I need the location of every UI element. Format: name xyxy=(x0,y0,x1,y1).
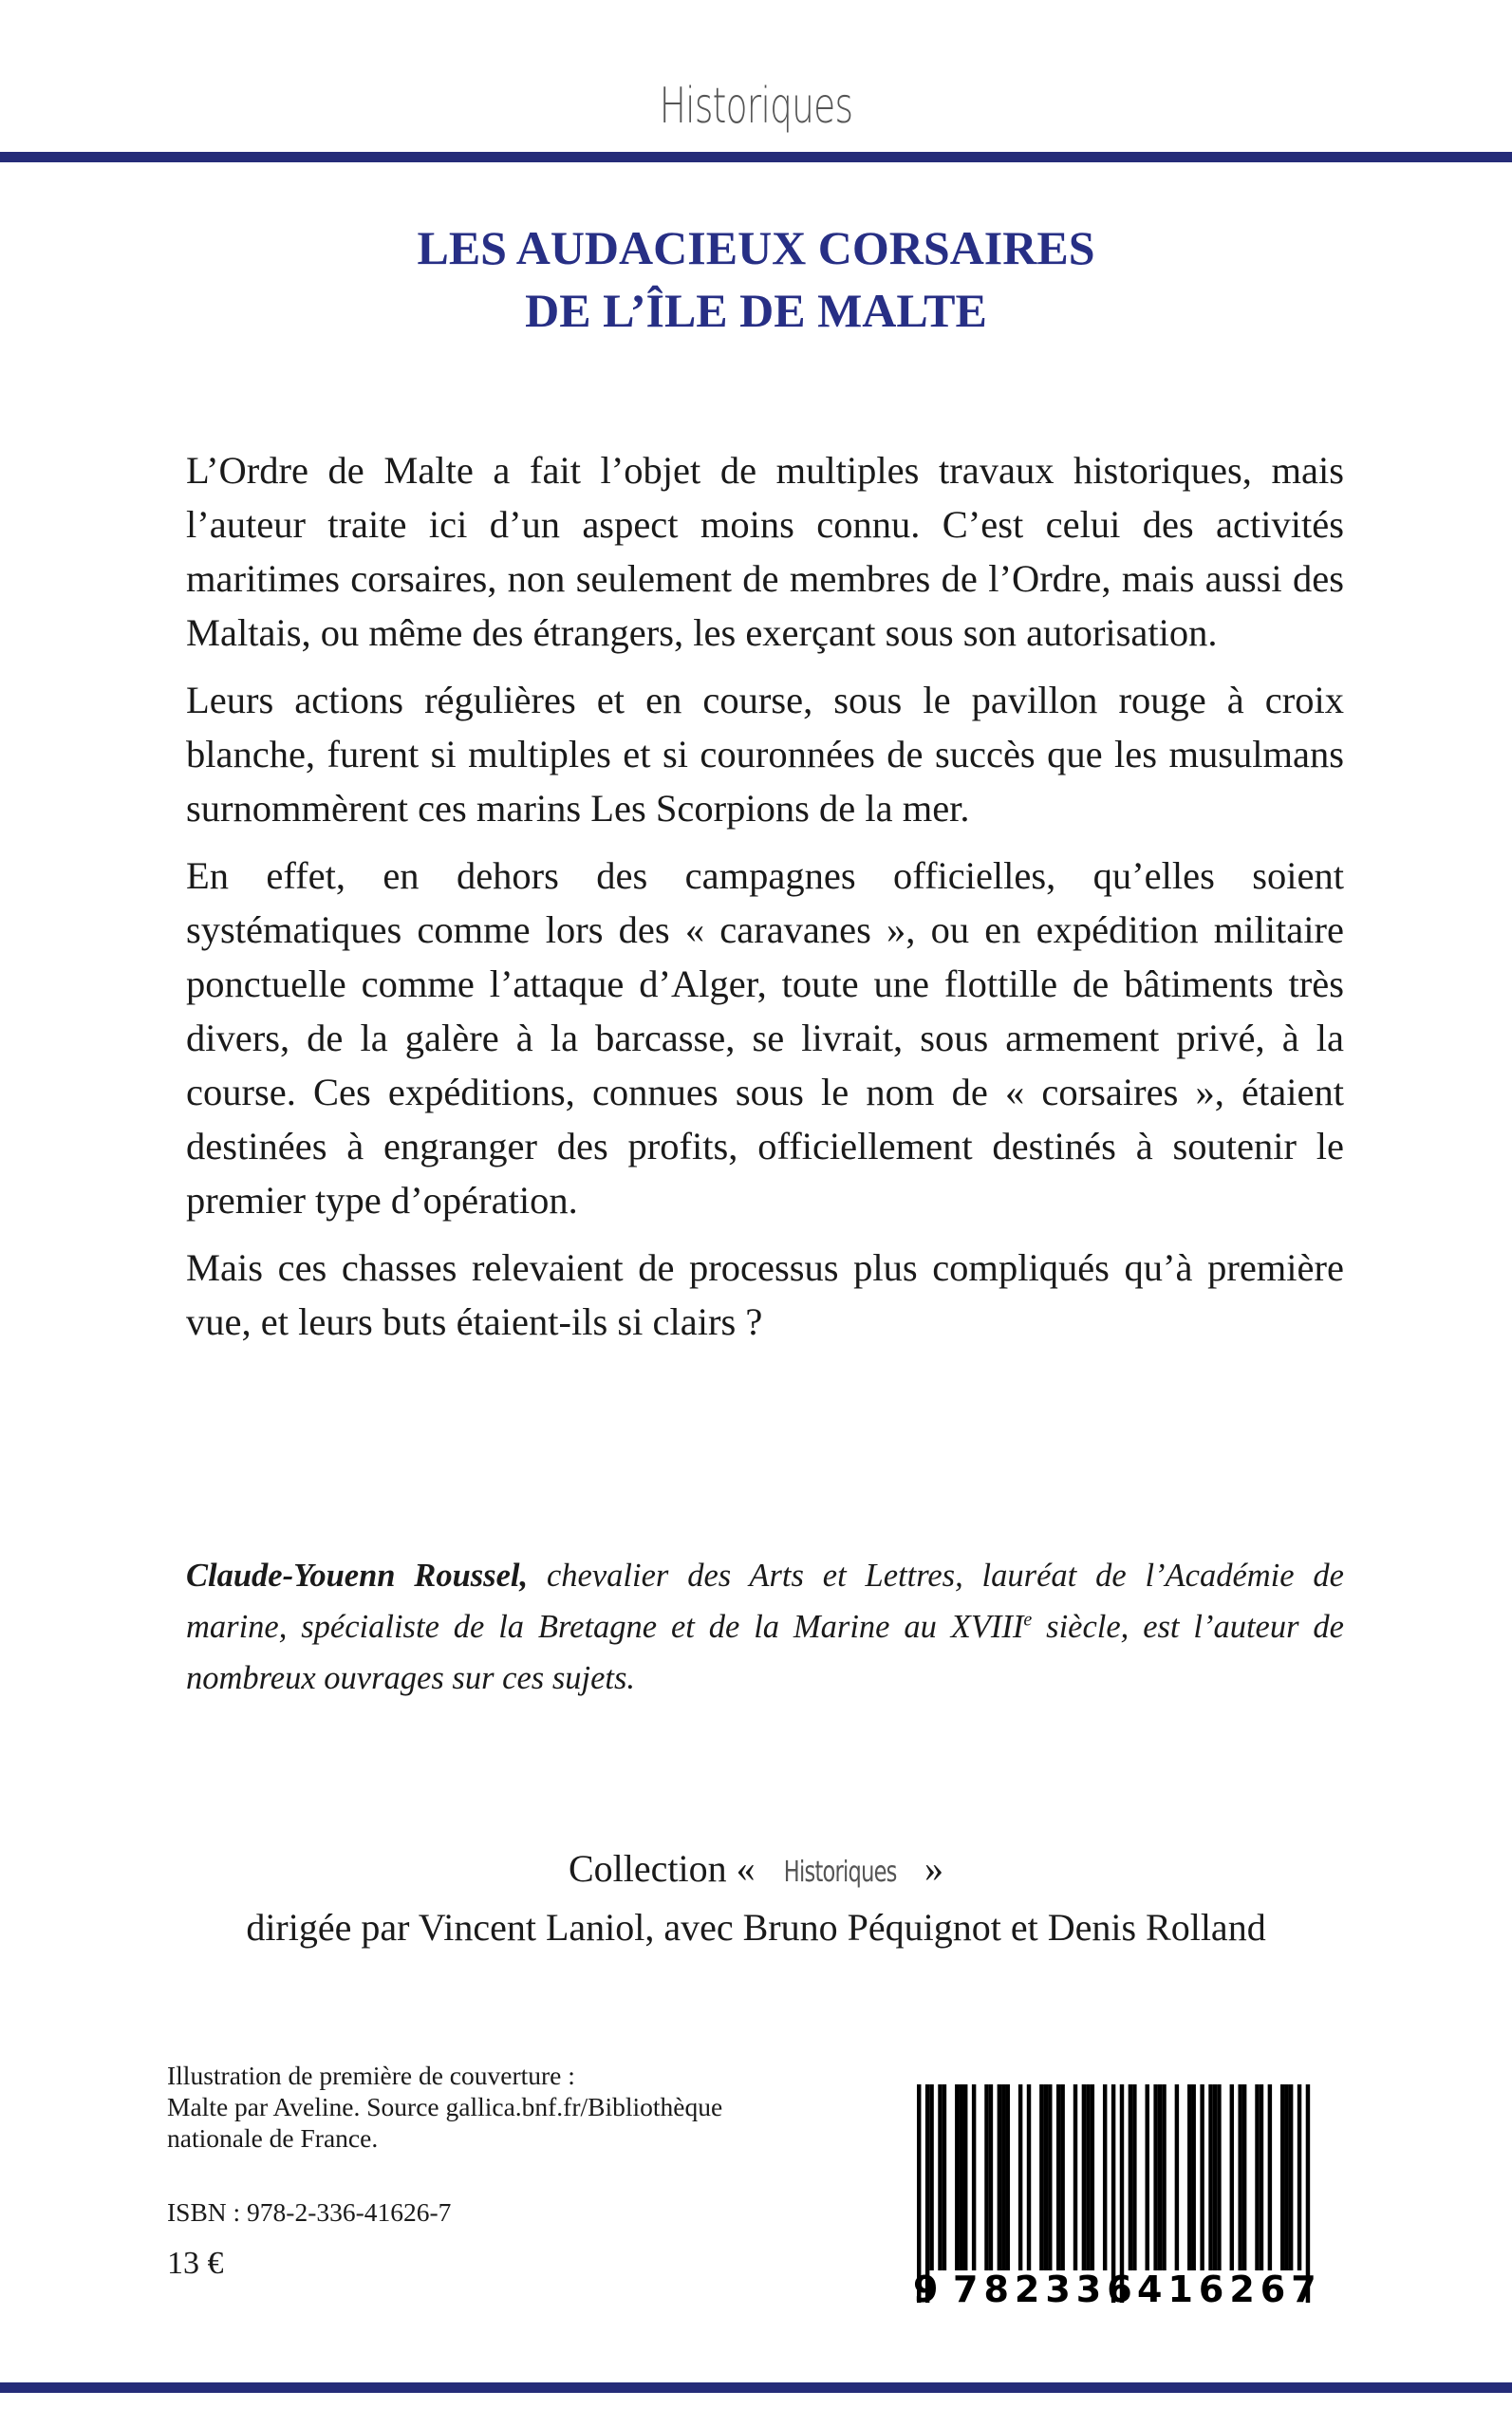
blurb-paragraph-1: L’Ordre de Malte a fait l’objet de multiples travaux historiques, mais l’auteur traite ici d’un aspect moins connu. C’est celui des activités maritimes corsaires, non seulement de membres de l’Ordre, mais aussi des Maltais, ou même des étrangers, les exerçant sous son autorisation. xyxy=(186,449,1344,654)
barcode-bar xyxy=(1145,2084,1148,2270)
barcode-bar xyxy=(1103,2084,1107,2270)
barcode-bar xyxy=(1048,2084,1052,2270)
isbn: ISBN : 978-2-336-41626-7 xyxy=(167,2197,452,2227)
barcode-bar xyxy=(1191,2084,1195,2270)
credits-line-1: Illustration de première de couverture : xyxy=(167,2061,575,2090)
barcode-bar xyxy=(1238,2084,1241,2270)
barcode-bar xyxy=(1280,2084,1284,2270)
barcode-bar xyxy=(1056,2084,1060,2270)
barcode-bar xyxy=(1091,2084,1094,2270)
series-logo: Historiques xyxy=(659,78,853,135)
barcode-bar xyxy=(963,2084,967,2270)
barcode-bar xyxy=(1297,2084,1301,2270)
barcode-bar xyxy=(1006,2084,1010,2270)
barcode-bar xyxy=(1289,2084,1293,2270)
barcode-bar xyxy=(998,2084,1001,2270)
top-rule xyxy=(0,152,1512,162)
blurb xyxy=(186,443,1344,1362)
barcode-bar xyxy=(1132,2084,1136,2270)
barcode-bar xyxy=(1284,2084,1288,2270)
barcode-bar xyxy=(1260,2084,1263,2270)
barcode-group-1: 782336 xyxy=(953,2269,1138,2310)
barcode-bar xyxy=(1213,2084,1217,2270)
book-title xyxy=(0,216,1512,342)
blurb-paragraph-4: Mais ces chasses relevaient de processus plus compliqués qu’à première vue, et leurs buts étaient-ils si clairs ? xyxy=(186,1246,1344,1343)
barcode-bar xyxy=(1217,2084,1221,2270)
barcode-bar xyxy=(1082,2084,1086,2270)
collection-name: Historiques xyxy=(783,1856,897,1889)
barcode-bar xyxy=(1086,2084,1090,2270)
barcode-bar xyxy=(943,2084,946,2270)
barcode-group-2: 416267 xyxy=(1137,2269,1322,2310)
barcode-bar xyxy=(984,2084,988,2270)
barcode-bar xyxy=(1018,2084,1022,2270)
barcode-bar xyxy=(1200,2084,1204,2270)
barcode-bar xyxy=(1039,2084,1043,2270)
collection-directors: dirigée par Vincent Laniol, avec Bruno Péquignot et Denis Rolland xyxy=(246,1906,1266,1949)
barcode-bar xyxy=(938,2084,942,2270)
credits-line-3: nationale de France. xyxy=(167,2123,379,2153)
barcode-bar xyxy=(1175,2084,1179,2270)
barcode-bar xyxy=(1027,2084,1031,2270)
barcode-bar xyxy=(1187,2084,1191,2270)
barcode-digits xyxy=(913,2269,1323,2312)
barcode-bar xyxy=(960,2084,963,2270)
author-bio-text-a: chevalier des Arts et Lettres, lauréat de l’Académie de marine, spécialiste de la Bretagne et de la Marine au XVIII xyxy=(186,1558,1344,1645)
price: 13 € xyxy=(167,2246,224,2281)
blurb-paragraph-3: En effet, en dehors des campagnes officielles, qu’elles soient systématiques comme lors des « caravanes », ou en expédition militaire ponctuelle comme l’attaque d’Alger, toute une flottille de bâtiments très divers, de la galère à la barcasse, se livrait, sous armement privé, à la course. Ces expéditions, connues sous le nom de « corsaires », étaient destinées à engranger des profits, officiellement destinés à soutenir le premier type d’opération. xyxy=(186,854,1344,1222)
credits-line-2: Malte par Aveline. Source gallica.bnf.fr/Bibliothèque xyxy=(167,2092,723,2121)
author-bio xyxy=(186,1550,1344,1704)
collection-line xyxy=(0,1841,1512,1900)
barcode-bar xyxy=(1255,2084,1259,2270)
barcode-bar xyxy=(989,2084,993,2270)
bottom-rule xyxy=(0,2382,1512,2393)
barcode-bar xyxy=(955,2084,959,2270)
barcode-bar xyxy=(972,2084,976,2270)
collection-prefix: Collection « xyxy=(568,1847,756,1890)
barcode-bar xyxy=(1060,2084,1064,2270)
barcode-bar xyxy=(1230,2084,1234,2270)
collection-suffix: » xyxy=(924,1847,944,1890)
title-line-2: DE L’ÎLE DE MALTE xyxy=(525,284,987,337)
barcode-bar xyxy=(929,2084,933,2270)
barcode-bar xyxy=(1044,2084,1048,2270)
barcode-bar xyxy=(1268,2084,1272,2270)
blurb-paragraph-2: Leurs actions régulières et en course, sous le pavillon rouge à croix blanche, furent si multiples et si couronnées de succès que les musulmans surnommèrent ces marins Les Scorpions de la mer. xyxy=(186,679,1344,830)
barcode-bar xyxy=(1242,2084,1246,2270)
title-line-1: LES AUDACIEUX CORSAIRES xyxy=(417,221,1095,274)
author-name: Claude-Youenn Roussel, xyxy=(186,1558,529,1594)
barcode-bar xyxy=(1208,2084,1212,2270)
barcode-first-digit: 9 xyxy=(913,2269,939,2310)
barcode-bar xyxy=(1073,2084,1077,2270)
barcode-bar xyxy=(1001,2084,1005,2270)
barcode-bar xyxy=(1158,2084,1162,2270)
barcode-bar xyxy=(1162,2084,1166,2270)
collection-info xyxy=(0,1841,1512,1955)
illustration-credits xyxy=(167,2060,888,2154)
author-bio-text-b: siècle, est l’auteur de nombreux ouvrages sur ces sujets. xyxy=(186,1609,1344,1696)
author-bio-superscript: e xyxy=(1023,1609,1033,1631)
barcode-bar xyxy=(1153,2084,1157,2270)
barcode-bar xyxy=(1129,2084,1132,2270)
